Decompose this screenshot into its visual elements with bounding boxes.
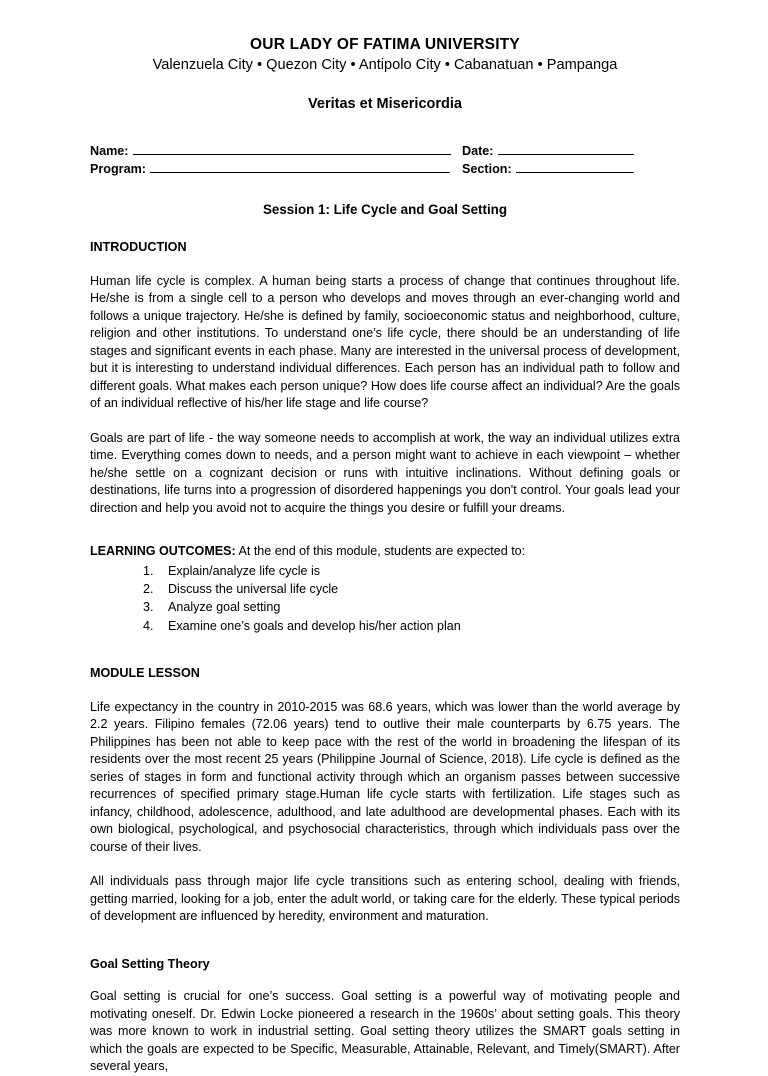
introduction-heading: INTRODUCTION <box>90 240 187 255</box>
name-input-rule[interactable] <box>133 143 451 155</box>
form-row-name-date <box>90 143 680 161</box>
module-lesson-heading: MODULE LESSON <box>90 666 200 681</box>
date-input-rule[interactable] <box>498 143 634 155</box>
module-lesson-paragraph-1: Life expectancy in the country in 2010-2015 was 68.6 years, which was lower than the world average by 2.2 years. Filipino females (72.06 years) tend to outlive their male counterparts by 6.75 years. The Philippines has been not able to keep pace with the rest of the world in broadening the lifespan of its residents over the most recent 25 years (Philippine Journal of Science, 2018). Life cycle is defined as the series of stages in form and functional activity through which an organism passes between successive recurrences of specified primary stage.Human life cycle starts with fertilization. Life stages such as infancy, childhood, adolescence, adulthood, and late adulthood are developmental phases. Each with its own biological, psychological, and psychosocial characteristics, through which individuals pass over the course of their lives. <box>90 699 680 854</box>
letterhead <box>90 36 680 114</box>
learning-outcomes-label: LEARNING OUTCOMES: <box>90 544 236 558</box>
student-info-form <box>90 143 680 179</box>
list-item: 2. Discuss the universal life cycle <box>157 580 680 598</box>
program-field[interactable] <box>90 161 462 179</box>
section-input-rule[interactable] <box>516 161 634 173</box>
university-motto: Veritas et Misericordia <box>308 96 462 113</box>
introduction-paragraph-1: Human life cycle is complex. A human being starts a process of change that continues throughout life. He/she is from a single cell to a person who develops and moves through an ever-changing world and follows a unique trajectory. He/she is defined by family, socioeconomic status and neighborhood, culture, religion and other institutions. To understand one’s life cycle, there should be an understanding of life stages and significant events in each phase. Many are interested in the universal process of development, but it is interesting to understand individual differences. Each person has an individual path to follow and different goals. What makes each person unique? How does life course affect an individual? Are the goals of an individual reflective of his/her life stage and life course? <box>90 273 680 410</box>
date-label: Date: <box>462 143 494 158</box>
program-label: Program: <box>90 161 146 176</box>
section-label: Section: <box>462 161 512 176</box>
name-label: Name: <box>90 143 129 158</box>
program-input-rule[interactable] <box>150 161 450 173</box>
goal-setting-theory-heading: Goal Setting Theory <box>90 956 210 971</box>
campus-list: Valenzuela City • Quezon City • Antipolo City • Cabanatuan • Pampanga <box>152 57 618 74</box>
learning-outcomes-intro <box>90 543 680 561</box>
date-field[interactable] <box>462 143 634 161</box>
session-title: Session 1: Life Cycle and Goal Setting <box>262 202 508 218</box>
form-row-program-section <box>90 161 680 179</box>
list-item: 1. Explain/analyze life cycle is <box>157 562 680 580</box>
goal-setting-theory-paragraph-1: Goal setting is crucial for one’s success. Goal setting is a powerful way of motivating people and motivating oneself. Dr. Edwin Locke pioneered a research in the 1960s’ about setting goals. This theory was more known to work in industrial setting. Goal setting theory utilizes the SMART goals setting in which the goals are expected to be Specific, Measurable, Attainable, Relevant, and Timely(SMART). After several years, <box>90 989 680 1074</box>
section-field[interactable] <box>462 161 634 179</box>
university-name: OUR LADY OF FATIMA UNIVERSITY <box>250 36 520 53</box>
learning-outcomes-intro-text: At the end of this module, students are expected to: <box>235 544 526 558</box>
learning-outcomes-list <box>90 562 680 636</box>
introduction-paragraph-2: Goals are part of life - the way someone needs to accomplish at work, the way an individual utilizes extra time. Everything comes down to needs, and a person might want to achieve in each viewpoint – whether he/she settle on a cognizant decision or runs with intuitive inclinations. Without defining goals or destinations, life turns into a progression of disordered happenings you don't control. Your goals lead your direction and help you avoid not to acquire the things you desire or fulfill your dreams. <box>90 430 680 515</box>
name-field[interactable] <box>90 143 462 161</box>
list-item: 4. Examine one’s goals and develop his/her action plan <box>157 617 680 635</box>
module-lesson-paragraph-2: All individuals pass through major life cycle transitions such as entering school, dealing with friends, getting married, looking for a job, enter the adult world, or taking care for the elderly. These typical periods of development are influenced by heredity, environment and maturation. <box>90 874 680 924</box>
list-item: 3. Analyze goal setting <box>157 598 680 616</box>
